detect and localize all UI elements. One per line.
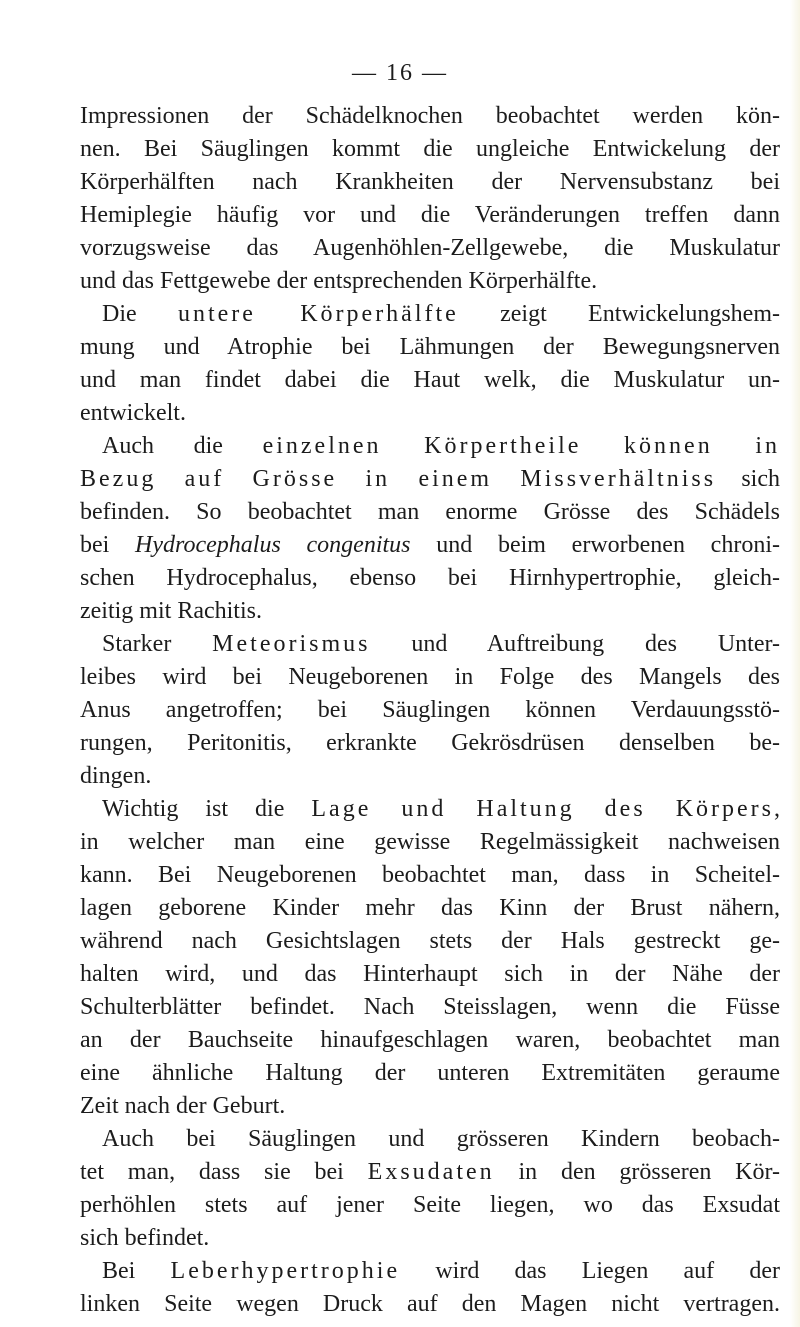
text-line: Zeit nach der Geburt. [80, 1093, 286, 1119]
text-line: mung und Atrophie bei Lähmungen der Bewegungsnerven [80, 334, 780, 360]
text-line: Auch bei Säuglingen und grösseren Kindern beobach- [102, 1126, 780, 1152]
emphasized-text: Leberhypertrophie [170, 1258, 401, 1284]
text-line: dingen. [80, 763, 152, 789]
text-line [80, 463, 780, 496]
text-line: in welcher man eine gewisse Regelmässigkeit nachweisen [80, 829, 780, 855]
text-line: halten wird, und das Hinterhaupt sich in der Nähe der [80, 961, 780, 987]
text-line: sich befindet. [80, 1225, 210, 1251]
emphasized-text: Lage und Haltung des Körpers [311, 796, 774, 822]
text-line: vorzugsweise das Augenhöhlen-Zellgewebe, die Muskulatur [80, 235, 780, 261]
text-line: Anus angetroffen; bei Säuglingen können Verdauungsstö- [80, 697, 780, 723]
text-line: und man findet dabei die Haut welk, die Muskulatur un- [80, 367, 780, 393]
emphasized-text: Exsudaten [367, 1159, 495, 1185]
text-line: lagen geborene Kinder mehr das Kinn der Brust nähern, [80, 895, 780, 921]
line-text: tet man, dass sie bei [80, 1159, 368, 1185]
line-text: in den grösseren Kör- [494, 1159, 781, 1185]
text-line: Hemiplegie häufig vor und die Veränderungen treffen dann [80, 202, 780, 228]
body-text [80, 100, 780, 1321]
line-text: sich [716, 466, 780, 492]
text-line: schen Hydrocephalus, ebenso bei Hirnhypertrophie, gleich- [80, 565, 780, 591]
line-text: Die [102, 301, 178, 327]
text-line [80, 298, 780, 331]
text-line [80, 1255, 780, 1288]
line-text: und Auftreibung des Unter- [370, 631, 780, 657]
text-line: befinden. So beobachtet man enorme Grösse des Schädels [80, 499, 780, 525]
emphasized-text: untere Körperhälfte [177, 301, 459, 327]
line-text: Wichtig ist die [102, 796, 312, 822]
text-line: an der Bauchseite hinaufgeschlagen waren, beobachtet man [80, 1027, 780, 1053]
text-line: perhöhlen stets auf jener Seite liegen, wo das Exsudat [80, 1192, 780, 1218]
text-line [80, 793, 780, 826]
text-line: rungen, Peritonitis, erkrankte Gekrösdrüsen denselben be- [80, 730, 780, 756]
line-text: Auch die [102, 433, 263, 459]
text-line: Schulterblätter befindet. Nach Steisslagen, wenn die Füsse [80, 994, 780, 1020]
text-line: entwickelt. [80, 400, 186, 426]
line-text: wird das Liegen auf der [400, 1258, 781, 1284]
text-line [80, 628, 780, 661]
page-edge-shading [790, 0, 800, 1327]
line-text: bei [80, 532, 136, 558]
text-line [80, 430, 780, 463]
text-line: Impressionen der Schädelknochen beobachtet werden kön- [80, 103, 780, 129]
line-text: und beim erworbenen chroni- [410, 532, 780, 558]
text-line: eine ähnliche Haltung der unteren Extremitäten geraume [80, 1060, 780, 1086]
line-text: Bei [102, 1258, 171, 1284]
text-line [80, 529, 780, 562]
text-line: zeitig mit Rachitis. [80, 598, 262, 624]
emphasized-text: Meteorismus [212, 631, 371, 657]
line-text: , [774, 796, 780, 822]
text-line: kann. Bei Neugeborenen beobachtet man, dass in Scheitel- [80, 862, 780, 888]
line-text: zeigt Entwickelungshem- [458, 301, 780, 327]
text-line [80, 1156, 780, 1189]
emphasized-text: einzelnen Körpertheile können in [262, 433, 780, 459]
text-line: Körperhälften nach Krankheiten der Nervensubstanz bei [80, 169, 780, 195]
page-number: — 16 — [352, 60, 448, 86]
text-line: leibes wird bei Neugeborenen in Folge des Mangels des [80, 664, 780, 690]
text-line: linken Seite wegen Druck auf den Magen nicht vertragen. [80, 1291, 780, 1317]
emphasized-text: Bezug auf Grösse in einem Missverhältniss [80, 466, 717, 492]
italic-term: Hydrocephalus congenitus [135, 532, 411, 558]
text-line: während nach Gesichtslagen stets der Hals gestreckt ge- [80, 928, 780, 954]
text-line: und das Fettgewebe der entsprechenden Körperhälfte. [80, 268, 598, 294]
text-line: nen. Bei Säuglingen kommt die ungleiche Entwickelung der [80, 136, 780, 162]
line-text: Starker [102, 631, 213, 657]
